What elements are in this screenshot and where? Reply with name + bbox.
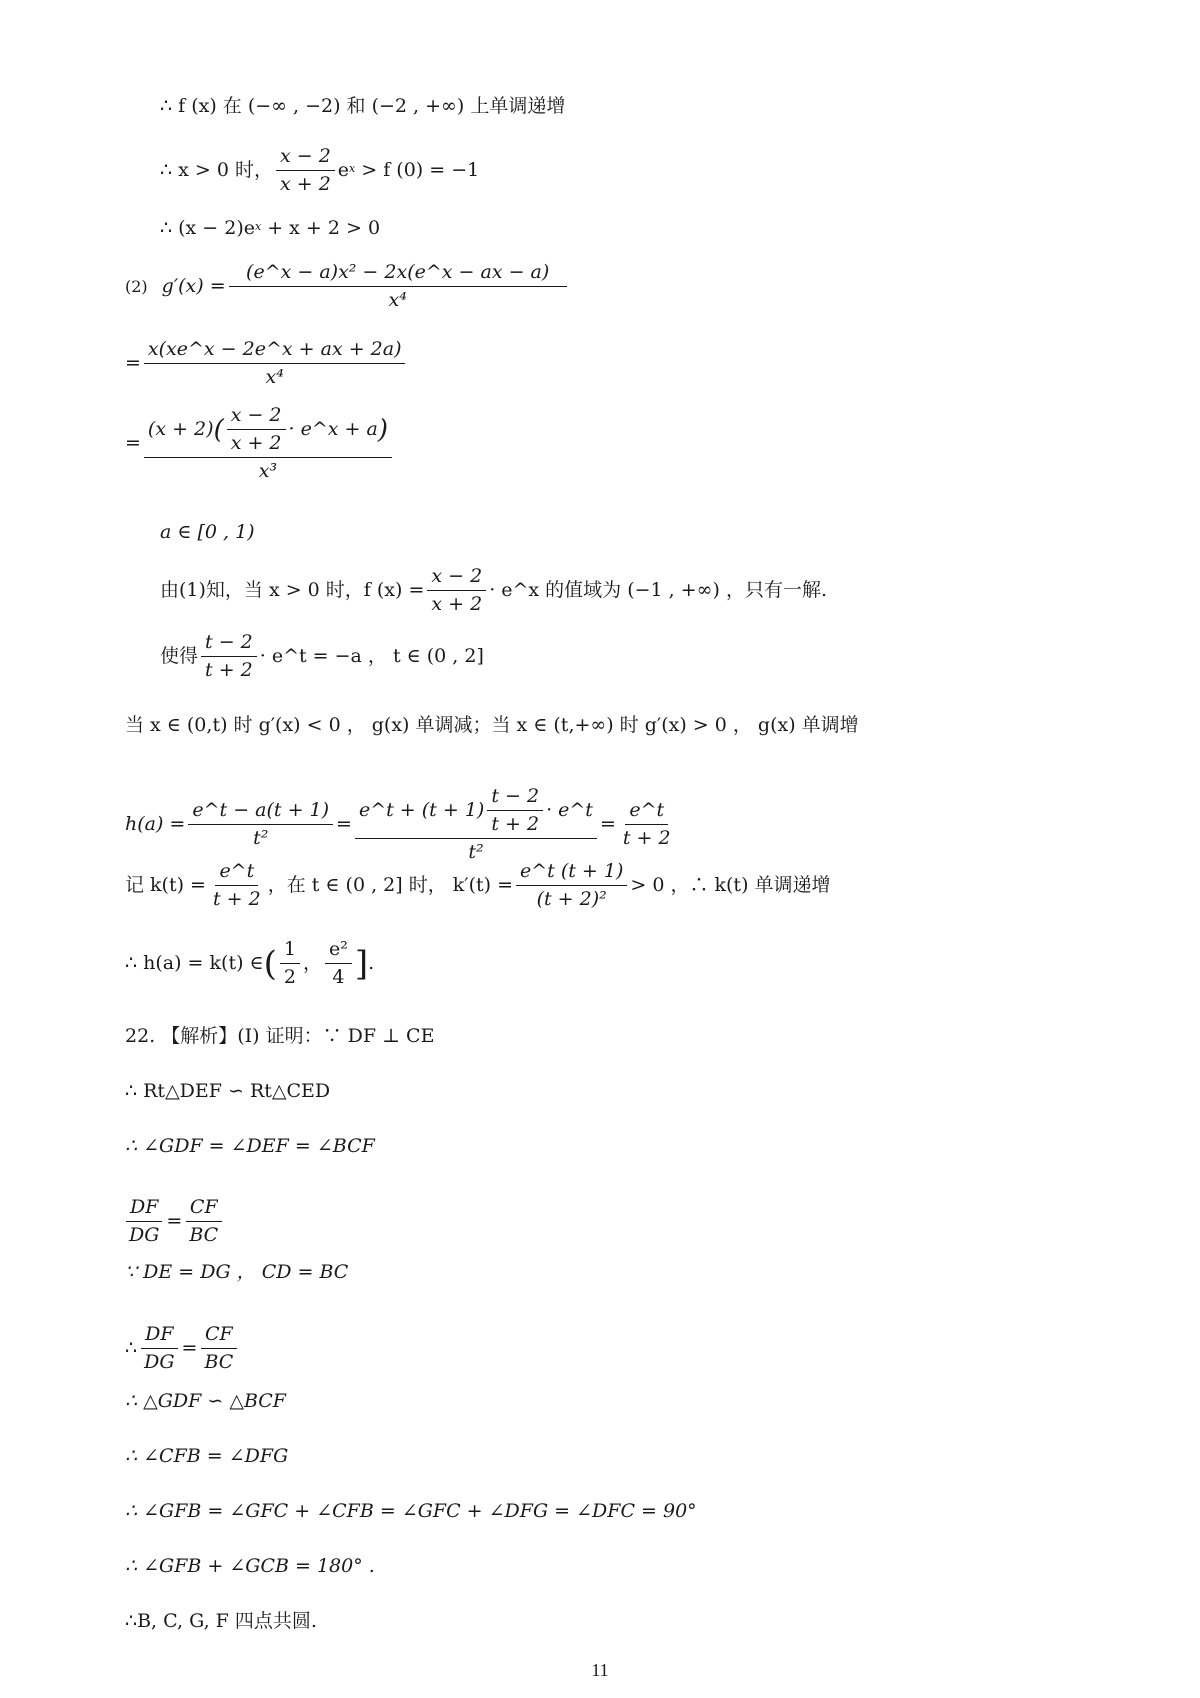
fraction: $\frac{DF}{DG}$ xyxy=(125,1198,163,1245)
line-g-derivative: (2) g′(x) = $\frac{\text{(e\textasciicircum{}x − a)x² − 2x(e\textasciicircum{}x − ax − a)}}{\text{x⁴}}$ xyxy=(125,263,570,310)
line-simplified-1: = $\frac{x(xe\^{}x - 2e\^{}x + ax + 2a)}{\text{x⁴}}$ xyxy=(125,340,408,387)
fraction: $\frac{e\^{}t}{t + 2}$ xyxy=(622,799,671,849)
line-right-angle: ∴ ∠GFB = ∠GFC + ∠CFB = ∠GFC + ∠DFG = ∠DFC = 90° xyxy=(125,1500,697,1522)
line-x-positive-inequality: ∴ x > 0 时， $\frac{x - 2}{x + 2}$ e x > f (0) = −1 xyxy=(160,145,480,195)
line-ratio-1: $\frac{DF}{DG}$ = $\frac{CF}{BC}$ xyxy=(125,1198,225,1245)
line-supplementary-angles: ∴ ∠GFB + ∠GCB = 180° . xyxy=(125,1555,375,1577)
line-h-range: ∴ h(a) = k(t) ∈ ( $\frac{1}{2}$ ， $\frac{\text{e²}}{4}$ ] . xyxy=(125,938,375,988)
line-monotonic-increasing: ∴ f (x) 在 (−∞ , −2) 和 (−2 , +∞) 上单调递增 xyxy=(160,95,566,117)
fraction: $\frac{CF}{BC}$ xyxy=(200,1325,237,1372)
fraction: $\frac{x(xe\^{}x - 2e\^{}x + ax + 2a)}{\text{x⁴}}$ xyxy=(144,340,406,387)
fraction: $\frac{e\^{}t - a(t + 1)}{\text{t²}}$ xyxy=(188,801,333,848)
line-concyclic-conclusion: ∴B, C, G, F 四点共圆. xyxy=(125,1610,317,1632)
fraction: $\frac{CF}{BC}$ xyxy=(185,1198,222,1245)
line-a-range: a ∈ [0 , 1) xyxy=(160,521,255,543)
fraction: $\frac{\text{e²}}{4}$ xyxy=(325,940,352,987)
fraction: $\frac{x - 2}{x + 2}$ xyxy=(276,147,335,194)
line-equation-t: 使得 $\frac{t - 2}{t + 2}$ · e^t = −a ， t ∈ (0 , 2] xyxy=(160,631,484,681)
fraction: $\frac{DF}{DG}$ xyxy=(140,1325,178,1372)
fraction: $\frac{t - 2}{t + 2}$ xyxy=(201,633,257,680)
fraction: $\frac{e\^{}t (t + 1)}{\text{(t + 2)²}}$ xyxy=(516,862,627,909)
line-equal-segments: ∵ DE = DG ， CD = BC xyxy=(125,1261,349,1283)
line-k-of-t: 记 k(t) = $\frac{e\^{}t}{t + 2}$ ，在 t ∈ (0 , 2] 时， k′(t) = $\frac{e\^{}t (t + 1)}{\text{(t + 2)²}}$ > 0 ，∴ k(t) 单调递增 xyxy=(125,860,831,910)
fraction: $\frac{e\^{}t}{t + 2}$ xyxy=(212,860,261,910)
line-similar-triangles-1: ∴ Rt△DEF ∽ Rt△CED xyxy=(125,1080,331,1102)
line-angle-equality-2: ∴ ∠CFB = ∠DFG xyxy=(125,1445,289,1467)
fraction: $\frac{x - 2}{x + 2}$ xyxy=(427,567,486,614)
line-value-range: 由(1)知，当 x > 0 时，f (x) = $\frac{x - 2}{x + 2}$ · e^x 的值域为 (−1 , +∞) ，只有一解. xyxy=(160,565,828,615)
line-monotonicity-g: 当 x ∈ (0,t) 时 g′(x) < 0 ， g(x) 单调减；当 x ∈ (t,+∞) 时 g′(x) > 0 ， g(x) 单调增 xyxy=(125,714,859,736)
fraction: $\frac{x - 2}{x + 2}$ xyxy=(227,406,286,453)
line-similar-triangles-2: ∴ △GDF ∽ △BCF xyxy=(125,1390,286,1412)
fraction: e^t + (t + 1) $\frac{t - 2}{t + 2}$ · e^t t² xyxy=(355,787,597,862)
line-ratio-2: ∴ $\frac{DF}{DG}$ = $\frac{CF}{BC}$ xyxy=(125,1325,240,1372)
line-conclusion-inequality: ∴ (x − 2)e x + x + 2 > 0 xyxy=(160,217,381,239)
line-h-of-a: h(a) = $\frac{e\^{}t - a(t + 1)}{\text{t²}}$ = e^t + (t + 1) $\frac{t - 2}{t + 2}$ · e^t t² = $\frac{e\^{}t}{t + 2}$ xyxy=(125,787,678,862)
fraction: $\frac{1}{2}$ xyxy=(280,940,300,987)
page-number: 11 xyxy=(591,1660,609,1680)
line-problem-22-heading: 22. 【解析】(Ⅰ) 证明：∵ DF ⊥ CE xyxy=(125,1025,435,1047)
line-simplified-2: = (x + 2) ( $\frac{x - 2}{x + 2}$ · e^x + a ) x³ xyxy=(125,406,395,481)
fraction: $\frac{t - 2}{t + 2}$ xyxy=(487,787,543,834)
fraction: $\frac{\text{(e\textasciicircum{}x − a)x² − 2x(e\textasciicircum{}x − ax − a)}}{\text{x⁴}}$ xyxy=(229,263,567,310)
line-angle-equality-1: ∴ ∠GDF = ∠DEF = ∠BCF xyxy=(125,1135,375,1157)
fraction: (x + 2) ( $\frac{x - 2}{x + 2}$ · e^x + a ) x³ xyxy=(144,406,392,481)
